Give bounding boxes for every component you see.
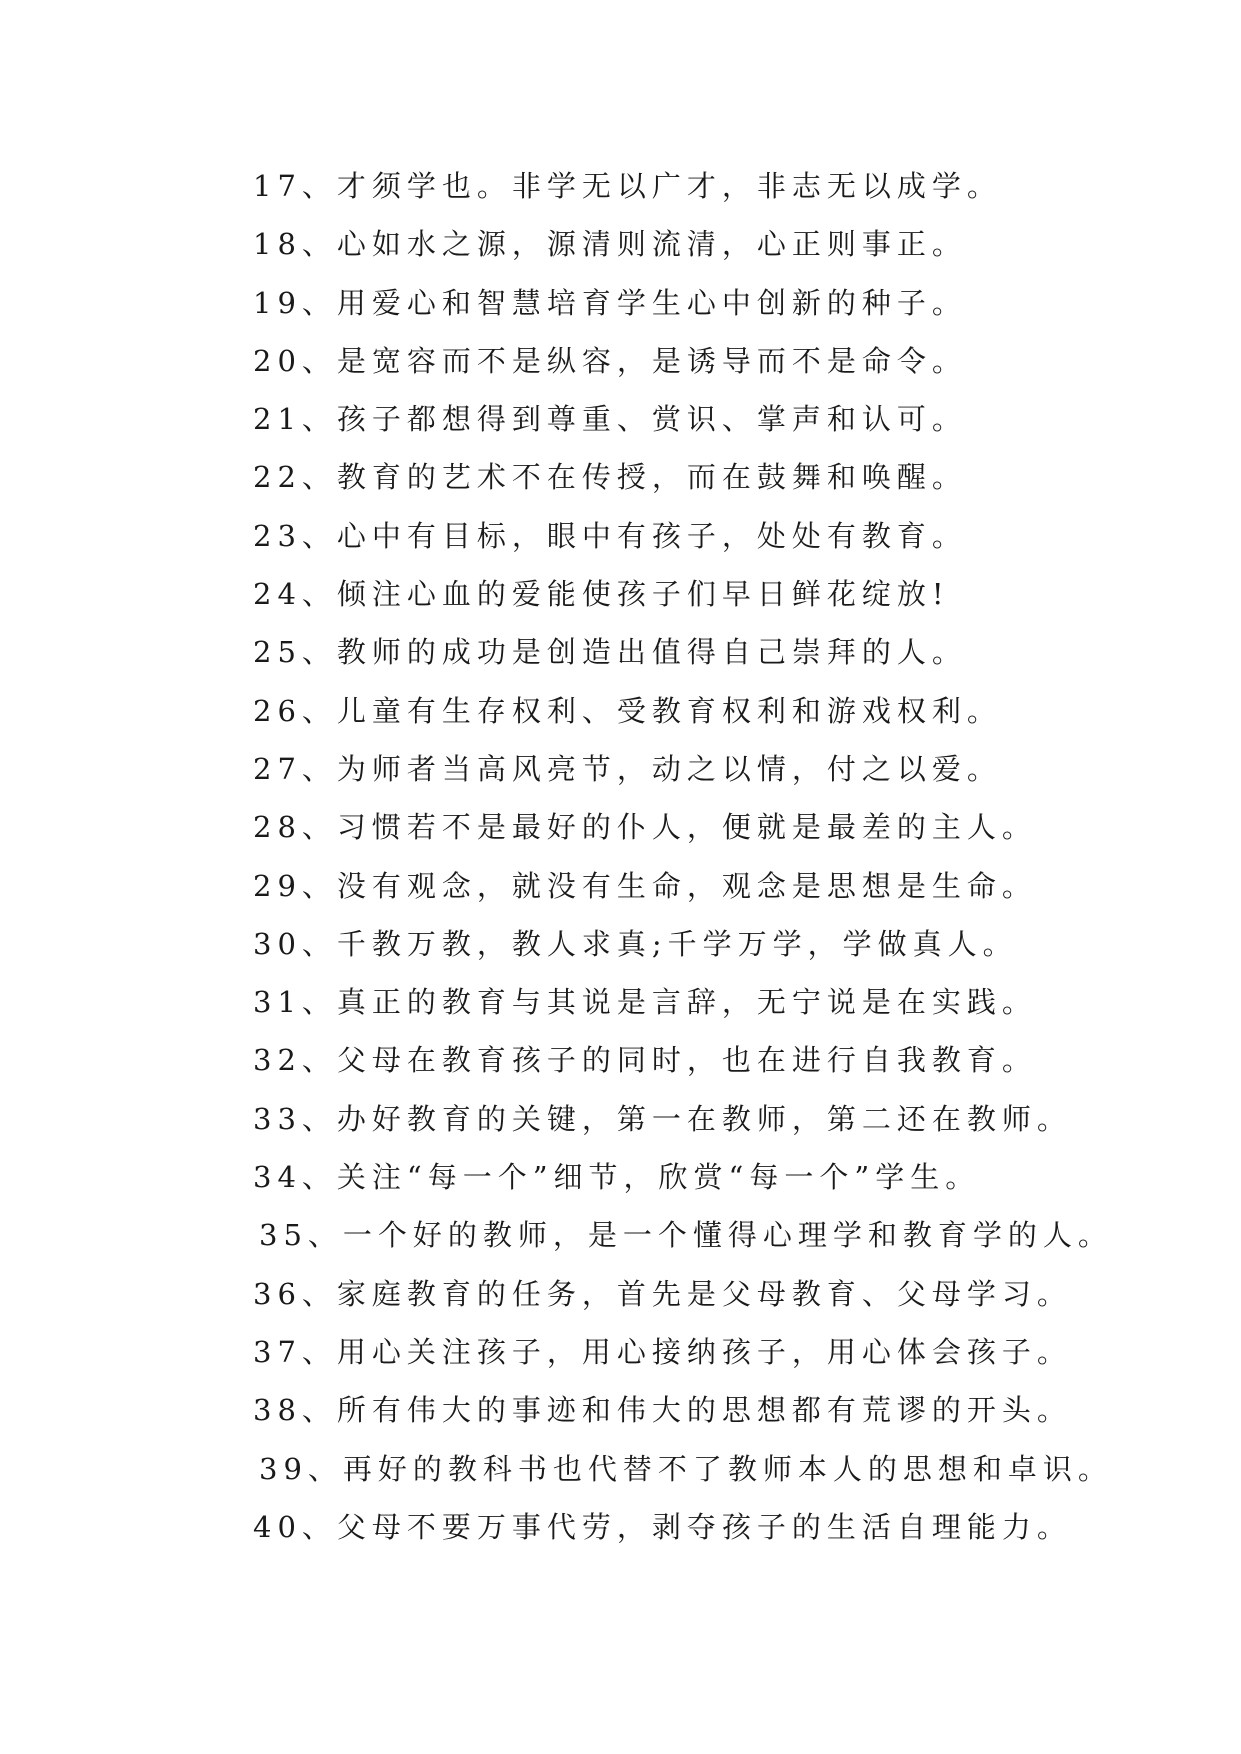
quote-line-37: 37、用心关注孩子，用心接纳孩子，用心体会孩子。 xyxy=(253,1334,1072,1369)
quote-line-34: 34、关注“每一个”细节，欣赏“每一个”学生。 xyxy=(253,1160,981,1195)
quote-line-25: 25、教师的成功是创造出值得自己崇拜的人。 xyxy=(253,635,967,670)
quote-line-32: 32、父母在教育孩子的同时，也在进行自我教育。 xyxy=(253,1043,1037,1078)
quote-line-26: 26、儿童有生存权利、受教育权利和游戏权利。 xyxy=(253,693,1002,728)
quote-line-17: 17、才须学也。非学无以广才，非志无以成学。 xyxy=(253,169,1002,203)
quote-line-38: 38、所有伟大的事迹和伟大的思想都有荒谬的开头。 xyxy=(253,1393,1072,1428)
quote-line-23: 23、心中有目标，眼中有孩子，处处有教育。 xyxy=(253,518,967,553)
quote-line-29: 29、没有观念，就没有生命，观念是思想是生命。 xyxy=(253,868,1037,903)
quote-line-24: 24、倾注心血的爱能使孩子们早日鲜花绽放! xyxy=(253,577,950,612)
quote-list xyxy=(253,157,1153,1556)
quote-line-19: 19、用爱心和智慧培育学生心中创新的种子。 xyxy=(253,285,967,320)
quote-line-39: 39、再好的教科书也代替不了教师本人的思想和卓识。 xyxy=(259,1451,1113,1486)
quote-line-35: 35、一个好的教师，是一个懂得心理学和教育学的人。 xyxy=(259,1218,1113,1253)
quote-line-30: 30、千教万教，教人求真;千学万学，学做真人。 xyxy=(253,926,1018,961)
quote-line-18: 18、心如水之源，源清则流清，心正则事正。 xyxy=(253,227,967,262)
quote-line-22: 22、教育的艺术不在传授，而在鼓舞和唤醒。 xyxy=(253,460,967,495)
quote-line-28: 28、习惯若不是最好的仆人，便就是最差的主人。 xyxy=(253,810,1037,845)
quote-line-21: 21、孩子都想得到尊重、赏识、掌声和认可。 xyxy=(253,402,967,437)
quote-line-27: 27、为师者当高风亮节，动之以情，付之以爱。 xyxy=(253,751,1002,786)
quote-line-20: 20、是宽容而不是纵容，是诱导而不是命令。 xyxy=(253,343,967,378)
quote-line-31: 31、真正的教育与其说是言辞，无宁说是在实践。 xyxy=(253,985,1037,1020)
quote-line-33: 33、办好教育的关键，第一在教师，第二还在教师。 xyxy=(253,1101,1072,1136)
quote-line-36: 36、家庭教育的任务，首先是父母教育、父母学习。 xyxy=(253,1276,1072,1311)
quote-line-40: 40、父母不要万事代劳，剥夺孩子的生活自理能力。 xyxy=(253,1509,1072,1544)
